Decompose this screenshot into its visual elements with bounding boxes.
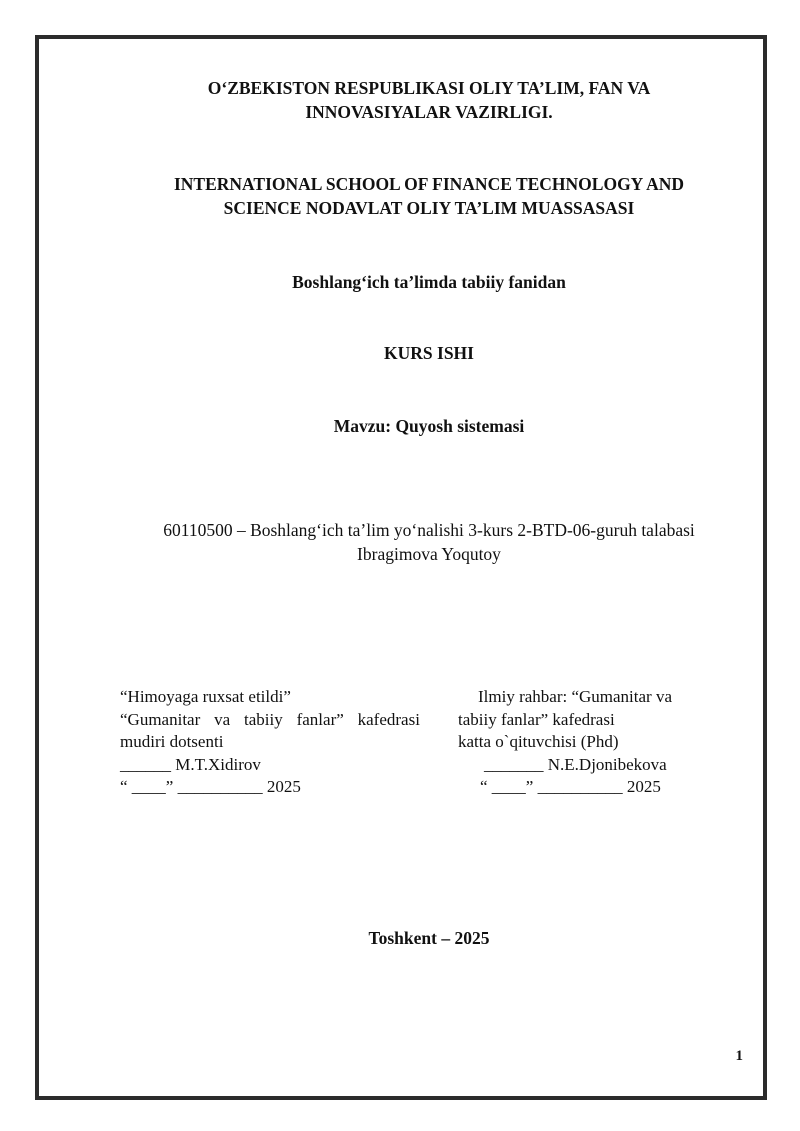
supervisor-line-1: Ilmiy rahbar: “Gumanitar va [478, 687, 673, 706]
page-number: 1 [735, 1048, 743, 1064]
ministry-heading [100, 76, 758, 124]
supervisor-line-2: tabiiy fanlar” kafedrasi [458, 709, 615, 729]
student-program-line: 60110500 – Boshlang‘ich ta’lim yo‘nalishi 3-kurs 2-BTD-06-guruh talabasi [163, 520, 695, 540]
work-type-title: KURS ISHI [384, 343, 474, 363]
supervisor-block [458, 686, 703, 799]
approval-word: va [214, 709, 231, 729]
institution-line-2: SCIENCE NODAVLAT OLIY TA’LIM MUASSASASI [223, 198, 635, 218]
approval-date-line: “ ____” __________ 2025 [120, 777, 301, 796]
approval-word: tabiiy [244, 709, 283, 729]
approval-line-3: mudiri dotsenti [120, 732, 224, 751]
approval-line-2 [120, 709, 420, 732]
student-info [100, 518, 758, 566]
approval-word: fanlar” [296, 709, 344, 729]
ministry-line-2: INNOVASIYALAR VAZIRLIGI. [305, 102, 553, 122]
institution-heading [100, 172, 758, 220]
approval-block [120, 686, 420, 799]
topic-title: Mavzu: Quyosh sistemasi [333, 416, 525, 436]
approval-signature-line: ______ M.T.Xidirov [120, 754, 261, 774]
subject-title: Boshlang‘ich ta’limda tabiiy fanidan [292, 272, 566, 292]
supervisor-signature-line: _______ N.E.Djonibekova [484, 754, 667, 774]
institution-line-1: INTERNATIONAL SCHOOL OF FINANCE TECHNOLOGY AND [173, 174, 684, 194]
city-year: Toshkent – 2025 [368, 928, 490, 948]
supervisor-date-line: “ ____” __________ 2025 [480, 777, 661, 796]
student-name: Ibragimova Yoqutoy [357, 544, 501, 564]
approval-word: kafedrasi [357, 709, 420, 729]
supervisor-line-3: katta o`qituvchisi (Phd) [458, 732, 619, 751]
approval-word: “Gumanitar [120, 709, 201, 729]
ministry-line-1: O‘ZBEKISTON RESPUBLIKASI OLIY TA’LIM, FAN VA [207, 78, 651, 98]
approval-line-1: “Himoyaga ruxsat etildi” [120, 687, 291, 706]
